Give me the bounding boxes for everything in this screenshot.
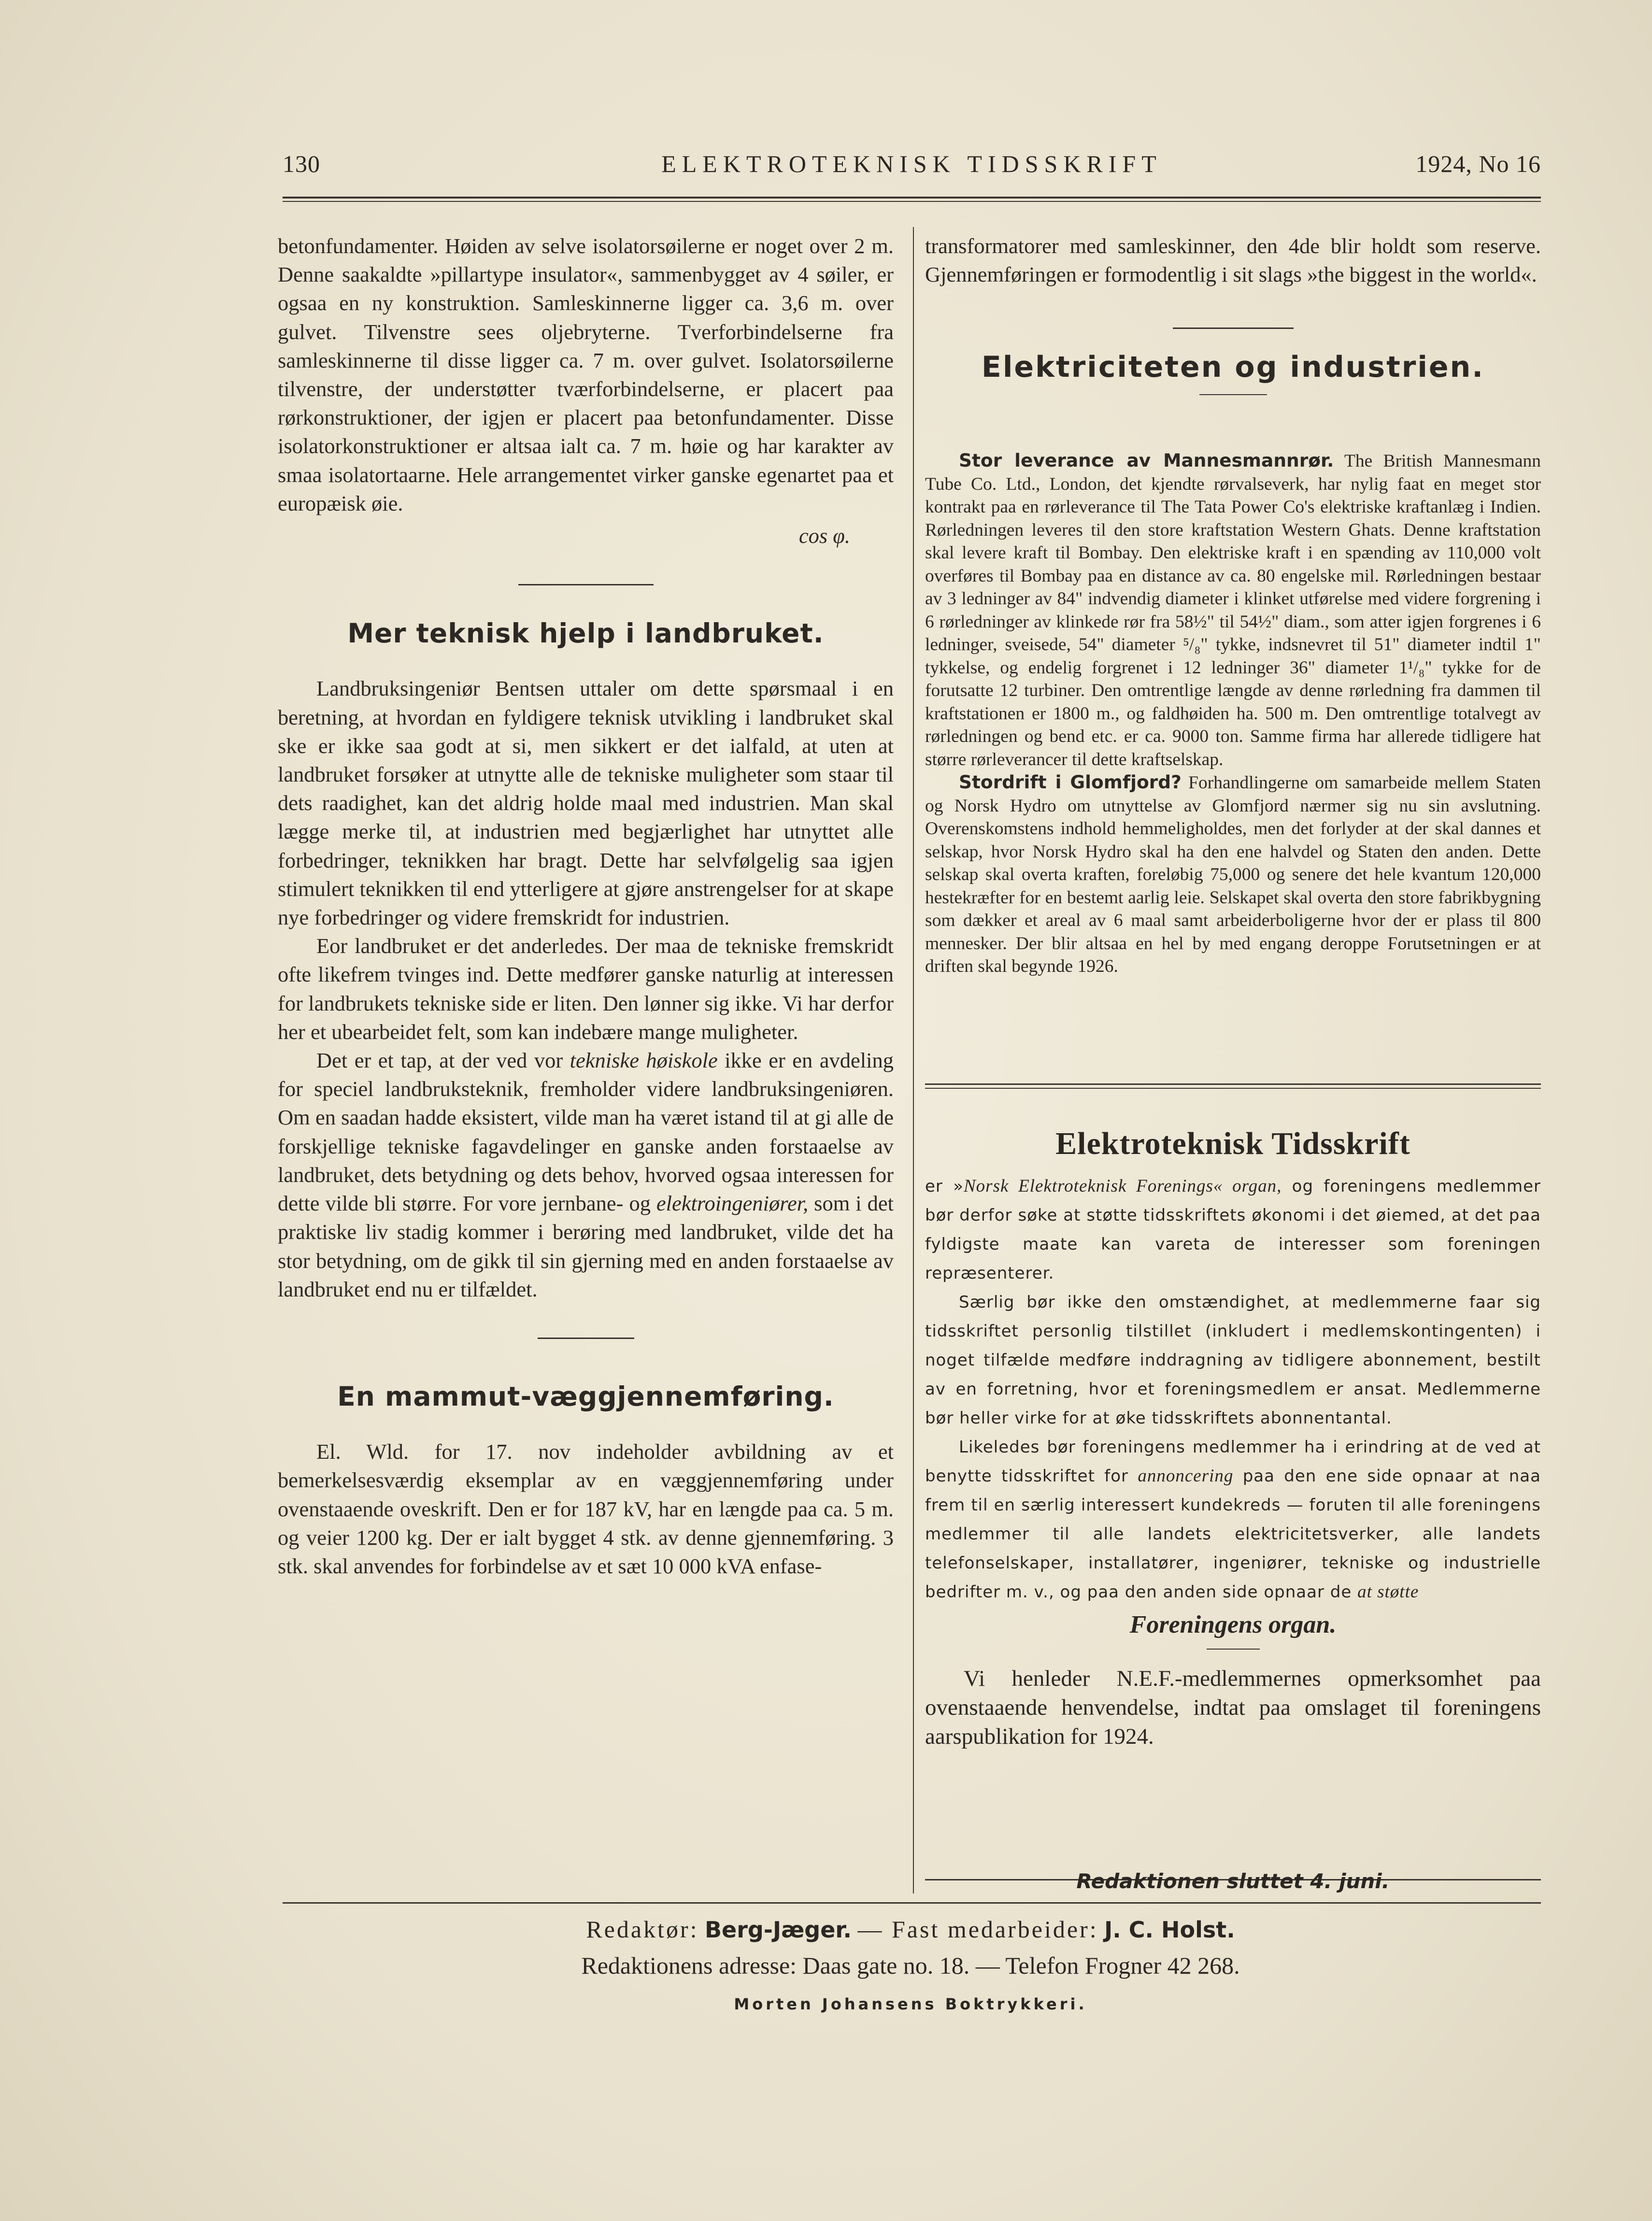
news-item-mannesmann (925, 449, 1541, 771)
news-item-title: Stor leverance av Mannesmannrør. (959, 450, 1334, 471)
section-heading-agriculture: Mer teknisk hjelp i landbruket. (347, 618, 824, 649)
notice-paragraph-4: Vi henleder N.E.F.-medlemmernes opmerksomhet paa ovenstaaende henvendelse, indtat paa omslaget til foreningens aarspublikation for 1924. (925, 1666, 1541, 1749)
notice-text: og foreningens medlemmer bør derfor søke at støtte tidsskriftets økonomi i det øiemed, at det paa fyldigste maate kan vareta de interesser som foreningen repræsenterer. (925, 1177, 1541, 1283)
notice-box (925, 1125, 1541, 1751)
section-divider (1173, 327, 1294, 329)
printer-name: Morten Johansens Boktrykkeri. (734, 1995, 1087, 2013)
notice-text: Likeledes bør foreningens medlemmer ha i erindring at de ved at benytte tidsskriftet for (925, 1438, 1541, 1486)
news-item-text: Forhandlingerne om samarbeide mellem Staten og Norsk Hydro om utnyttelse av Glomfjord nærmer sig nu sin avslutning. Overenskomstens indhold hemmeligholdes, men det forlyder at der skal dannes et selskap, hvor Norsk Hydro skal ha den ene halvdel og Staten den anden. Dette selskap skal overta kraften, foreløbig 75,000 og senere det hele kvantum 120,000 hestekræfter for en bestemt aarlig leie. Selskapet skal overta den store fabrikbygning som dækker et areal av 6 maal samt arbeiderboligerne hvor der er plass til 800 mennesker. Der blir altsaa en hel by med engang deroppe Forutsetningen er at driften skal begynde 1926. (925, 773, 1541, 976)
p4-text-b: ikke er en avdeling for speciel landbruksteknik, fremholder videre landbruksingeniøren. Om en saadan hadde eksistert, vilde man ha været istand til at gi alle de forskjellige tekniske fagavdelinger en ganske anden forstaaelse av landbruket, dets betydning og dets behov, hvorved ogsaa interessen for dette vilde bli større. For vore jernbane- og (278, 1048, 894, 1216)
editor-label: Redaktør: (586, 1916, 699, 1943)
footer-rule (283, 1902, 1541, 1904)
editor-name: Berg-Jæger. (704, 1917, 852, 1943)
page-header (283, 145, 1541, 184)
notice-body (925, 1172, 1541, 1607)
left-paragraph-4 (278, 1046, 894, 1304)
notice-text: paa den ene side opnaar at naa frem til en særlig interessert kundekreds — foruten til alle foreningens medlemmer til alle landets elektricitetsverker, alle landets telefonselskaper, installatører, ingeniører, tekniske og industrielle bedrifter m. v., og paa den anden side opnaar de (925, 1466, 1541, 1602)
header-rule-top (283, 197, 1541, 199)
footer-address: Redaktionens adresse: Daas gate no. 18. — Telefon Frogner 42 268. (581, 1952, 1240, 1979)
left-paragraph-5: El. Wld. for 17. nov indeholder avbildning av et bemerkelsesværdig eksemplar av en væggjennemføring under ovenstaaende oveskrift. Den er for 187 kV, har en længde paa ca. 5 m. og veier 1200 kg. Der er ialt bygget 4 stk. av denne gjennemføring. 3 stk. skal anvendes for forbindelse av et sæt 10 000 kVA enfase- (278, 1439, 894, 1578)
notice-text: er » (925, 1177, 964, 1196)
notice-paragraph-3 (925, 1433, 1541, 1607)
section-divider (1199, 394, 1267, 395)
staff-label: — Fast medarbeider: (857, 1916, 1098, 1943)
notice-paragraph-2: Særlig bør ikke den omstændighet, at medlemmerne faar sig tidsskriftet personlig tilstillet (inkludert i medlemskontingenten) i noget tilfælde medføre inddragning av tidligere abonnement, bestilt av en forretning, hvor et foreningsmedlem er ansat. Medlemmerne bør heller virke for at øke tidsskriftets abonnentantal. (925, 1293, 1541, 1428)
notice-rule-top-2 (925, 1088, 1541, 1089)
notice-heading: Elektroteknisk Tidsskrift (1055, 1126, 1410, 1161)
notice-organ: Foreningens organ. (1129, 1611, 1337, 1638)
left-column (278, 232, 894, 1580)
section-divider (538, 1338, 634, 1339)
notice-emphasis: annoncering (1138, 1466, 1234, 1486)
right-column-top (925, 232, 1541, 405)
header-rule-bottom (283, 201, 1541, 202)
p4-emphasis-2: elektroingeniører, (656, 1191, 809, 1216)
staff-name: J. C. Holst. (1104, 1917, 1235, 1943)
signature: cos φ. (798, 524, 850, 548)
section-heading-industry: Elektriciteten og industrien. (981, 350, 1485, 384)
section-divider (1207, 1649, 1260, 1650)
left-paragraph-2: Landbruksingeniør Bentsen uttaler om dette spørsmaal i en beretning, at hvordan en fyldigere teknisk utvikling i landbruket skal ske er ikke saa godt at si, men sikkert er det ialfald, at uten at landbruket forsøker at utnytte alle de tekniske muligheter som staar til dets raadighet, kan det aldrig holde maal med industrien. Man skal lægge merke til, at industrien med begjærlighet har utnyttet alle forbedringer, teknikken har bragt. Dette har selvfølgelig saa igjen stimulert teknikken til end ytterligere at gjøre anstrengelser for at skape nye forbedringer og videre fremskridt for industrien. (278, 676, 894, 930)
issue-number: 1924, No 16 (1415, 150, 1541, 177)
journal-title: ELEKTROTEKNISK TIDSSKRIFT (661, 150, 1162, 177)
section-divider (518, 584, 654, 585)
page-number: 130 (283, 150, 320, 177)
news-item-text: The British Mannesmann Tube Co. Ltd., London, det kjendte rørvalseverk, har nylig faat en meget stor kontrakt paa en rørleverance til The Tata Power Co's elektriske kraftanlæg i Indien. Rørledningen leveres til den store kraftstation Western Ghats. Denne kraftstation skal levere kraft til Bombay. Den elektriske kraft i en spænding av 110,000 volt overføres til Bombay paa en distance av ca. 80 engelske mil. Rørledningen bestaar av 3 ledninger av 84" indvendig diameter i klinket utførelse med videre forgrening i 6 rørledninger av klinkede rør fra 58½" til 54½" diam., som atter igjen forgrenes i 6 ledninger, sveisede, 54" diameter ⁵/₈" tykke, indsnevret til 51" diameter indtil 1" tykkelse, og endelig forgrenet i 12 ledninger 36" diameter 1¹/₈" tykke for de forutsatte 12 turbiner. Den omtrentlige længde av denne rørledning fra dammen til kraftstationen er 1800 m., og faldhøiden ha. 500 m. Den omtrentlige totalvegt av rørledningen og bend etc. er ca. 9000 ton. Samme firma har allerede tidligere hat større rørleverancer til dette kraftselskap. (925, 451, 1541, 769)
section-heading-bushing: En mammut-væggjennemføring. (337, 1381, 834, 1412)
p4-emphasis-1: tekniske høiskole (570, 1048, 718, 1073)
notice-emphasis: Norsk Elektroteknisk Forenings« organ, (964, 1176, 1282, 1196)
news-item-title: Stordrift i Glomfjord? (959, 771, 1182, 793)
notice-rule-top-1 (925, 1083, 1541, 1085)
p4-text-c: som i det praktiske liv stadig kommer i berøring med landbruket, vilde det ha stor betydning, om de gikk til sin gjerning med en anden forstaaelse av landbruket end nu er tilfældet. (278, 1191, 894, 1301)
right-paragraph-1: transformatorer med samleskinner, den 4de blir holdt som reserve. Gjennemføringen er formodentlig i sit slags »the biggest in the world«. (925, 234, 1541, 287)
left-paragraph-1: betonfundamenter. Høiden av selve isolatorsøilerne er noget over 2 m. Denne saakaldte »pillartype insulator«, sammenbygget av 4 søiler, er ogsaa en ny konstruktion. Samleskinnerne ligger ca. 3,6 m. over gulvet. Tilvenstre sees oljebryterne. Tverforbindelserne fra samleskinnerne til disse ligger ca. 7 m. over gulvet. Isolatorsøilerne tilvenstre, der understøtter tværforbindelserne, er placert paa rørkonstruktioner, der igjen er placert paa betonfundamenter. Disse isolatorkonstruktioner er altsaa ialt ca. 7 m. høie og har karakter av smaa isolatortaarne. Hele arrangementet virker ganske egenartet paa et europæisk øie. (278, 234, 894, 515)
notice-emphasis: at støtte (1357, 1582, 1419, 1602)
closing-note: Redaktionen sluttet 4. juni. (1076, 1869, 1390, 1893)
notice-paragraph-1 (925, 1172, 1541, 1288)
p4-text-a: Det er et tap, at der ved vor (316, 1048, 563, 1073)
news-item-glomfjord (925, 771, 1541, 978)
column-divider (913, 227, 914, 1894)
footer-editors (280, 1915, 1541, 1943)
right-news-items (925, 449, 1541, 978)
left-paragraph-3: Eor landbruket er det anderledes. Der maa de tekniske fremskridt ofte likefrem tvinges ind. Dette medfører ganske naturlig at interessen for landbrukets tekniske side er liten. Den lønner sig ikke. Vi har derfor her et ubearbeidet felt, som kan indebære mange muligheter. (278, 934, 894, 1044)
